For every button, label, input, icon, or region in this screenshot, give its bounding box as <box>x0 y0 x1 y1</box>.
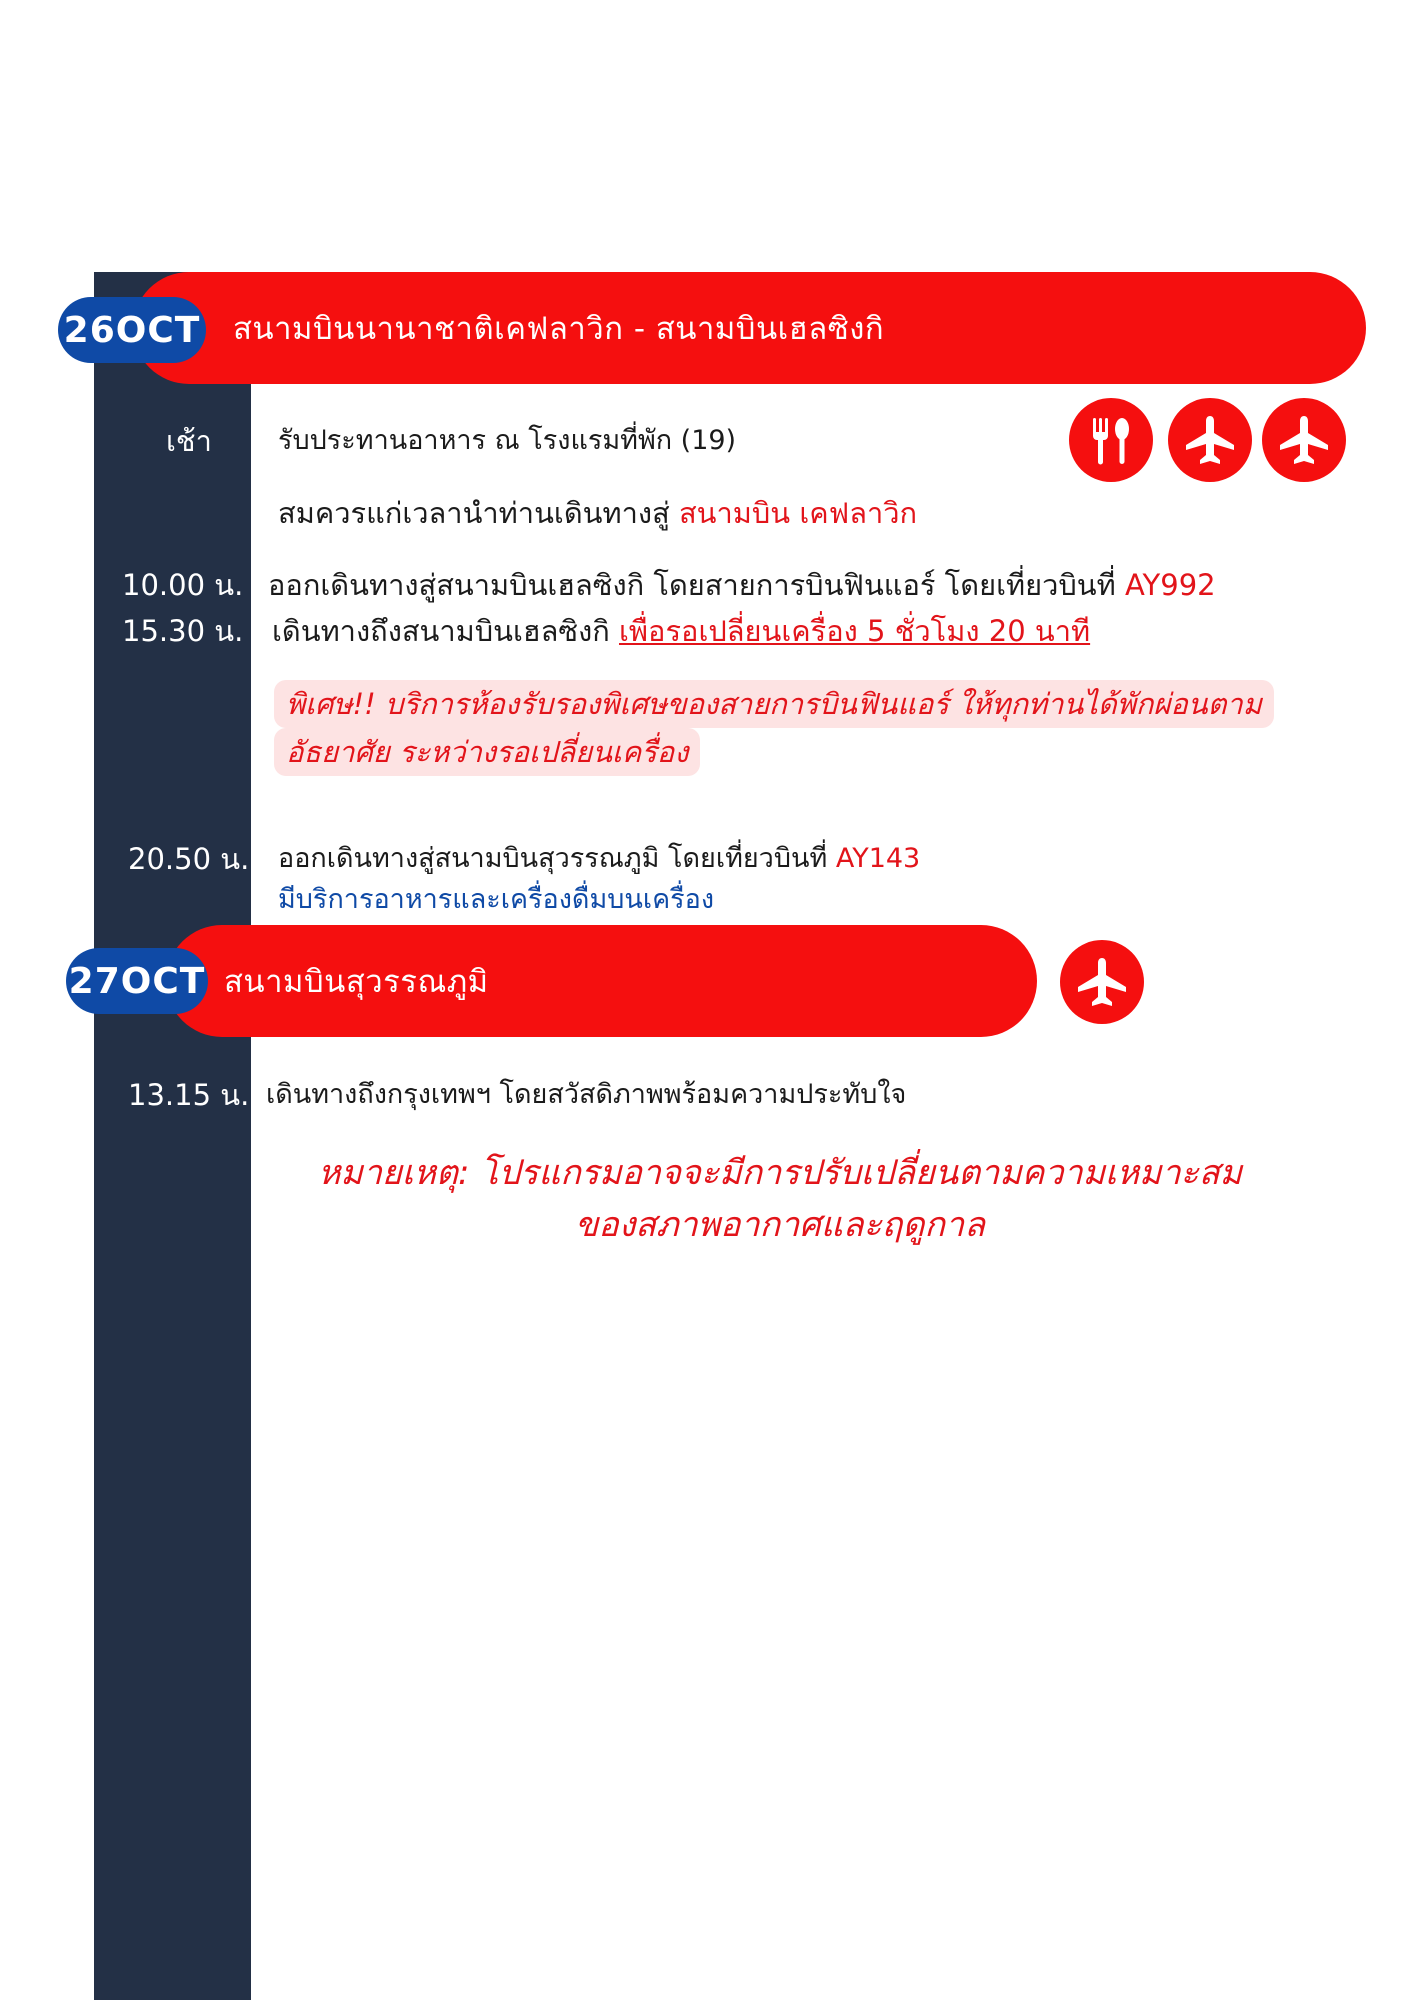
day2-title: สนามบินสุวรรณภูมิ <box>224 964 489 1000</box>
t1000-label: ออกเดินทางสู่สนามบินเฮลซิงกิ โดยสายการบินฟินแอร์ โดยเที่ยวบินที่ <box>268 568 1125 602</box>
plane-icon <box>1262 398 1346 482</box>
remark-line-1: หมายเหตุ: โปรแกรมอาจจะมีการปรับเปลี่ยนตามความเหมาะสม <box>318 1153 1242 1193</box>
day2-header-bar <box>166 925 1037 1037</box>
t2050-text <box>278 836 920 879</box>
remark-line-2: ของสภาพอากาศและฤดูกาล <box>575 1205 985 1245</box>
day1-title: สนามบินนานาชาติเคฟลาวิก - สนามบินเฮลซิงกิ <box>233 311 885 347</box>
layover-highlight: เพื่อรอเปลี่ยนเครื่อง 5 ชั่วโมง 20 นาที <box>619 614 1091 648</box>
plane-icon <box>1060 940 1144 1024</box>
time-1530: 15.30 น. <box>122 614 244 648</box>
special-line-1: พิเศษ!! บริการห้องรับรองพิเศษของสายการบินฟินแอร์ ให้ทุกท่านได้พักผ่อนตาม <box>274 680 1274 728</box>
special-line-2: อัธยาศัย ระหว่างรอเปลี่ยนเครื่อง <box>274 728 700 776</box>
day2-date-pill: 27OCT <box>66 948 208 1014</box>
flight-ay143: AY143 <box>835 843 921 874</box>
meal-on-board-text: มีบริการอาหารและเครื่องดื่มบนเครื่อง <box>278 884 715 915</box>
time-1000: 10.00 น. <box>122 568 244 602</box>
morning-text: รับประทานอาหาร ณ โรงแรมที่พัก (19) <box>278 425 737 456</box>
time-1315: 13.15 น. <box>128 1078 250 1112</box>
time-morning: เช้า <box>166 424 212 458</box>
depart-prep-label: สมควรแก่เวลานำท่านเดินทางสู่ <box>278 496 679 530</box>
t1530-text <box>272 608 1090 654</box>
depart-prep-highlight: สนามบิน เคฟลาวิก <box>678 496 918 530</box>
t1315-text: เดินทางถึงกรุงเทพฯ โดยสวัสดิภาพพร้อมความประทับใจ <box>266 1079 907 1110</box>
depart-prep-text <box>278 490 917 536</box>
plane-icon <box>1168 398 1252 482</box>
day1-header-bar <box>133 272 1366 384</box>
t1530-label: เดินทางถึงสนามบินเฮลซิงกิ <box>272 614 620 648</box>
t2050-label: ออกเดินทางสู่สนามบินสุวรรณภูมิ โดยเที่ยวบินที่ <box>278 843 836 874</box>
time-2050: 20.50 น. <box>128 842 250 876</box>
meal-icon <box>1069 398 1153 482</box>
timeline-sidebar <box>94 272 251 2000</box>
remark-note <box>280 1147 1280 1251</box>
flight-ay992: AY992 <box>1124 568 1216 602</box>
t1000-text <box>268 562 1216 608</box>
special-lounge-note <box>274 680 1274 776</box>
day1-date-pill: 26OCT <box>58 297 206 363</box>
